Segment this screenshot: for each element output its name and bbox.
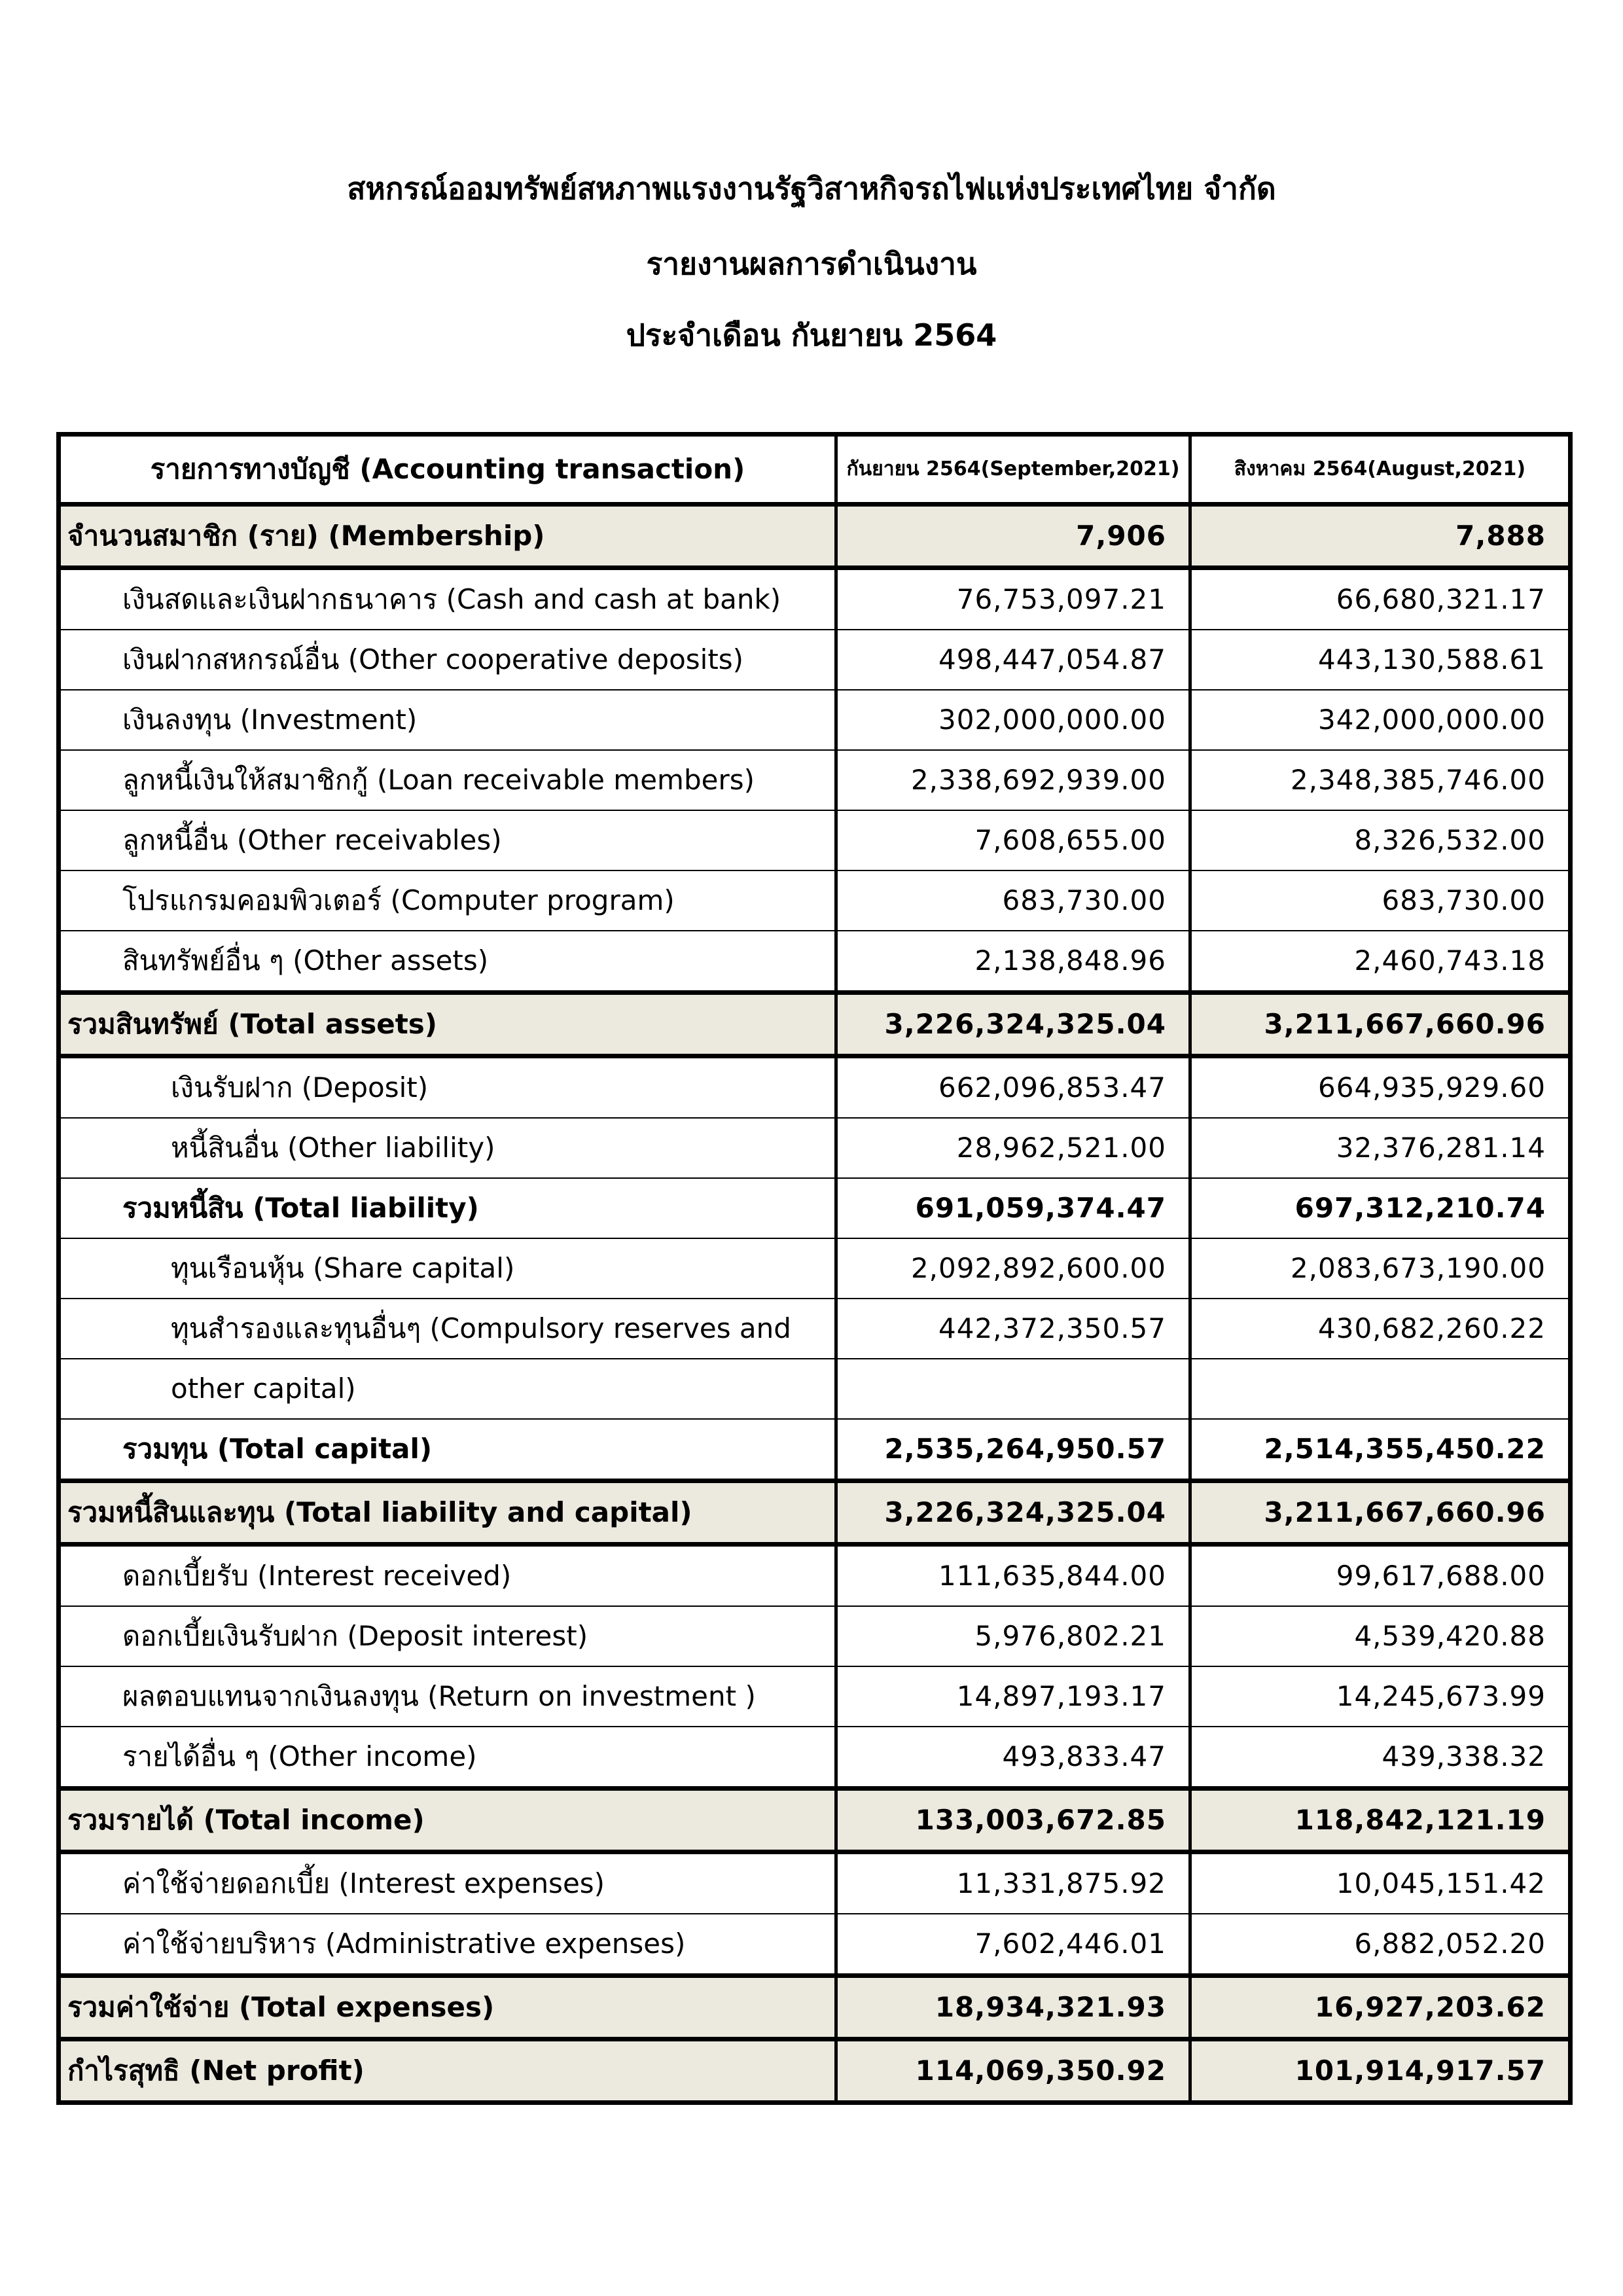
row-label: รวมสินทรัพย์ (Total assets) (59, 993, 836, 1056)
previous-value: 2,514,355,450.22 (1190, 1419, 1571, 1481)
current-value: 493,833.47 (836, 1727, 1190, 1789)
current-value: 683,730.00 (836, 870, 1190, 931)
previous-value: 2,460,743.18 (1190, 931, 1571, 993)
table-row (59, 1545, 1571, 1607)
previous-value: 7,888 (1190, 505, 1571, 568)
previous-value: 697,312,210.74 (1190, 1178, 1571, 1238)
current-value: 302,000,000.00 (836, 690, 1190, 750)
current-value: 18,934,321.93 (836, 1976, 1190, 2039)
row-label: ดอกเบี้ยเงินรับฝาก (Deposit interest) (59, 1606, 836, 1666)
table-row (59, 1852, 1571, 1914)
row-label: เงินลงทุน (Investment) (59, 690, 836, 750)
previous-value: 101,914,917.57 (1190, 2039, 1571, 2103)
previous-value: 99,617,688.00 (1190, 1545, 1571, 1607)
current-value: 7,608,655.00 (836, 810, 1190, 870)
previous-value: 32,376,281.14 (1190, 1118, 1571, 1178)
row-label: รวมค่าใช้จ่าย (Total expenses) (59, 1976, 836, 2039)
row-label: หนี้สินอื่น (Other liability) (59, 1118, 836, 1178)
current-value: 662,096,853.47 (836, 1056, 1190, 1119)
column-header-current: กันยายน 2564(September,2021) (836, 435, 1190, 505)
current-value: 3,226,324,325.04 (836, 993, 1190, 1056)
current-value: 3,226,324,325.04 (836, 1481, 1190, 1545)
table-row (59, 1914, 1571, 1976)
row-label: รายได้อื่น ๆ (Other income) (59, 1727, 836, 1789)
row-label: ทุนสำรองและทุนอื่นๆ (Compulsory reserves and (59, 1299, 836, 1359)
row-label: เงินฝากสหกรณ์อื่น (Other cooperative deposits) (59, 630, 836, 690)
row-label-continuation: other capital) (59, 1359, 836, 1419)
total-income-row (59, 1789, 1571, 1852)
current-value: 114,069,350.92 (836, 2039, 1190, 2103)
previous-value: 66,680,321.17 (1190, 568, 1571, 630)
row-label: เงินสดและเงินฝากธนาคาร (Cash and cash at bank) (59, 568, 836, 630)
current-value: 28,962,521.00 (836, 1118, 1190, 1178)
empty-cell (836, 1359, 1190, 1419)
financial-report-table (56, 432, 1573, 2105)
row-label: สินทรัพย์อื่น ๆ (Other assets) (59, 931, 836, 993)
previous-value: 664,935,929.60 (1190, 1056, 1571, 1119)
previous-value: 683,730.00 (1190, 870, 1571, 931)
current-value: 2,338,692,939.00 (836, 750, 1190, 810)
table-row-continuation (59, 1359, 1571, 1419)
previous-value: 8,326,532.00 (1190, 810, 1571, 870)
table-row (59, 568, 1571, 630)
row-label: ผลตอบแทนจากเงินลงทุน (Return on investment ) (59, 1666, 836, 1727)
table-row (59, 1299, 1571, 1359)
row-label: จำนวนสมาชิก (ราย) (Membership) (59, 505, 836, 568)
previous-value: 3,211,667,660.96 (1190, 1481, 1571, 1545)
row-label: กำไรสุทธิ (Net profit) (59, 2039, 836, 2103)
previous-value: 10,045,151.42 (1190, 1852, 1571, 1914)
current-value: 14,897,193.17 (836, 1666, 1190, 1727)
previous-value: 342,000,000.00 (1190, 690, 1571, 750)
row-label: ค่าใช้จ่ายบริหาร (Administrative expenses) (59, 1914, 836, 1976)
row-label: ค่าใช้จ่ายดอกเบี้ย (Interest expenses) (59, 1852, 836, 1914)
table-row (59, 1118, 1571, 1178)
table-row (59, 630, 1571, 690)
net-profit-row (59, 2039, 1571, 2103)
row-label: ทุนเรือนหุ้น (Share capital) (59, 1238, 836, 1299)
current-value: 133,003,672.85 (836, 1789, 1190, 1852)
cooperative-name: สหกรณ์ออมทรัพย์สหภาพแรงงานรัฐวิสาหกิจรถไฟแห่งประเทศไทย จำกัด (347, 171, 1276, 206)
table-row (59, 931, 1571, 993)
column-header-previous: สิงหาคม 2564(August,2021) (1190, 435, 1571, 505)
previous-value: 4,539,420.88 (1190, 1606, 1571, 1666)
row-label: รวมทุน (Total capital) (59, 1419, 836, 1481)
current-value: 2,138,848.96 (836, 931, 1190, 993)
report-title: รายงานผลการดำเนินงาน (646, 246, 977, 281)
previous-value: 16,927,203.62 (1190, 1976, 1571, 2039)
current-value: 5,976,802.21 (836, 1606, 1190, 1666)
membership-row (59, 505, 1571, 568)
table-row (59, 1727, 1571, 1789)
previous-value: 118,842,121.19 (1190, 1789, 1571, 1852)
current-value: 498,447,054.87 (836, 630, 1190, 690)
table-row (59, 750, 1571, 810)
current-value: 76,753,097.21 (836, 568, 1190, 630)
table-row (59, 1238, 1571, 1299)
previous-value: 2,348,385,746.00 (1190, 750, 1571, 810)
row-label: ลูกหนี้อื่น (Other receivables) (59, 810, 836, 870)
total-capital-row (59, 1419, 1571, 1481)
previous-value: 443,130,588.61 (1190, 630, 1571, 690)
table-row (59, 1056, 1571, 1119)
current-value: 7,602,446.01 (836, 1914, 1190, 1976)
report-period: ประจำเดือน กันยายน 2564 (626, 317, 997, 353)
table-row (59, 690, 1571, 750)
previous-value: 439,338.32 (1190, 1727, 1571, 1789)
row-label: ลูกหนี้เงินให้สมาชิกกู้ (Loan receivable members) (59, 750, 836, 810)
row-label: ดอกเบี้ยรับ (Interest received) (59, 1545, 836, 1607)
table-row (59, 1606, 1571, 1666)
previous-value: 6,882,052.20 (1190, 1914, 1571, 1976)
previous-value: 3,211,667,660.96 (1190, 993, 1571, 1056)
row-label: รวมหนี้สินและทุน (Total liability and capital) (59, 1481, 836, 1545)
total-expenses-row (59, 1976, 1571, 2039)
current-value: 7,906 (836, 505, 1190, 568)
total-liability-row (59, 1178, 1571, 1238)
table-header-row (59, 435, 1571, 505)
previous-value: 430,682,260.22 (1190, 1299, 1571, 1359)
table-row (59, 870, 1571, 931)
row-label: เงินรับฝาก (Deposit) (59, 1056, 836, 1119)
table-row (59, 810, 1571, 870)
current-value: 442,372,350.57 (836, 1299, 1190, 1359)
current-value: 11,331,875.92 (836, 1852, 1190, 1914)
current-value: 2,092,892,600.00 (836, 1238, 1190, 1299)
total-liability-capital-row (59, 1481, 1571, 1545)
table-row (59, 1666, 1571, 1727)
total-assets-row (59, 993, 1571, 1056)
current-value: 111,635,844.00 (836, 1545, 1190, 1607)
row-label: โปรแกรมคอมพิวเตอร์ (Computer program) (59, 870, 836, 931)
empty-cell (1190, 1359, 1571, 1419)
column-header-item: รายการทางบัญชี (Accounting transaction) (59, 435, 836, 505)
row-label: รวมรายได้ (Total income) (59, 1789, 836, 1852)
current-value: 2,535,264,950.57 (836, 1419, 1190, 1481)
row-label: รวมหนี้สิน (Total liability) (59, 1178, 836, 1238)
previous-value: 14,245,673.99 (1190, 1666, 1571, 1727)
current-value: 691,059,374.47 (836, 1178, 1190, 1238)
previous-value: 2,083,673,190.00 (1190, 1238, 1571, 1299)
